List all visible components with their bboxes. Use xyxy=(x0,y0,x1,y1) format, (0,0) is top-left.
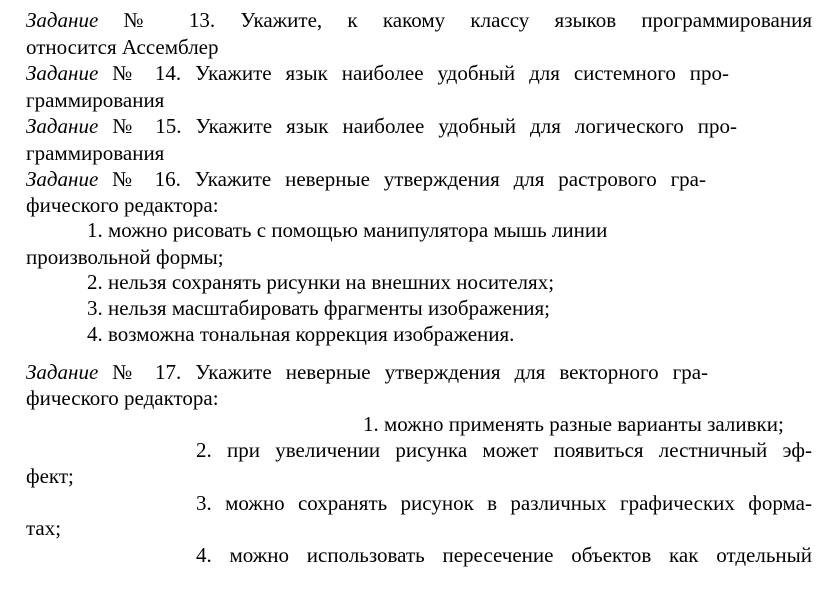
task-13-line-2: относится Ассемблер xyxy=(26,35,219,59)
task-number: № 15. xyxy=(112,114,182,138)
task-16-item-1: 1. можно рисовать с помощью манипулятора мышь линии xyxy=(87,218,608,242)
task-16-item-3: 3. нельзя масштабировать фрагменты изображения; xyxy=(87,296,550,320)
task-17-item-3: 3. можно сохранять рисунок в различных графических форма- xyxy=(196,491,812,515)
task-16-line-2: фического редактора: xyxy=(26,193,219,217)
task-label: Задание xyxy=(26,114,99,138)
task-16-item-4: 4. возможна тональная коррекция изображения. xyxy=(87,322,515,346)
task-number: № 14. xyxy=(112,61,182,85)
task-text: Укажите неверные утверждения для векторного гра- xyxy=(195,360,709,384)
task-14-line-2: граммирования xyxy=(26,88,165,112)
task-number: № 17. xyxy=(112,360,182,384)
task-16-line-1 xyxy=(26,165,706,193)
task-text: Укажите язык наиболее удобный для системного про- xyxy=(195,61,730,85)
task-17-item-1: 1. можно применять разные варианты заливки; xyxy=(363,412,784,436)
task-text: Укажите, к какому классу языков программирования xyxy=(240,8,813,32)
task-number: № 16. xyxy=(112,167,181,191)
task-17-item-4: 4. можно использовать пересечение объектов как отдельный xyxy=(196,543,812,567)
task-17-item-2-cont: фект; xyxy=(26,464,74,488)
task-17-item-3-cont: тах; xyxy=(26,516,62,540)
task-15-line-1 xyxy=(26,112,737,140)
task-text: Укажите язык наиболее удобный для логического про- xyxy=(195,114,738,138)
task-label: Задание xyxy=(26,61,99,85)
task-label: Задание xyxy=(26,167,99,191)
task-17-item-2: 2. при увеличении рисунка может появиться лестничный эф- xyxy=(196,438,812,462)
task-label: Задание xyxy=(26,8,99,32)
task-16-item-1-cont: произвольной формы; xyxy=(26,245,224,269)
task-15-line-2: граммирования xyxy=(26,141,165,165)
task-17-line-2: фического редактора: xyxy=(26,386,219,410)
task-17-line-1 xyxy=(26,358,708,386)
task-13-line-1 xyxy=(26,6,812,34)
task-label: Задание xyxy=(26,360,99,384)
task-number: № 13. xyxy=(123,8,216,32)
task-16-item-2: 2. нельзя сохранять рисунки на внешних носителях; xyxy=(87,270,555,294)
task-text: Укажите неверные утверждения для растрового гра- xyxy=(194,167,706,191)
task-14-line-1 xyxy=(26,59,729,87)
